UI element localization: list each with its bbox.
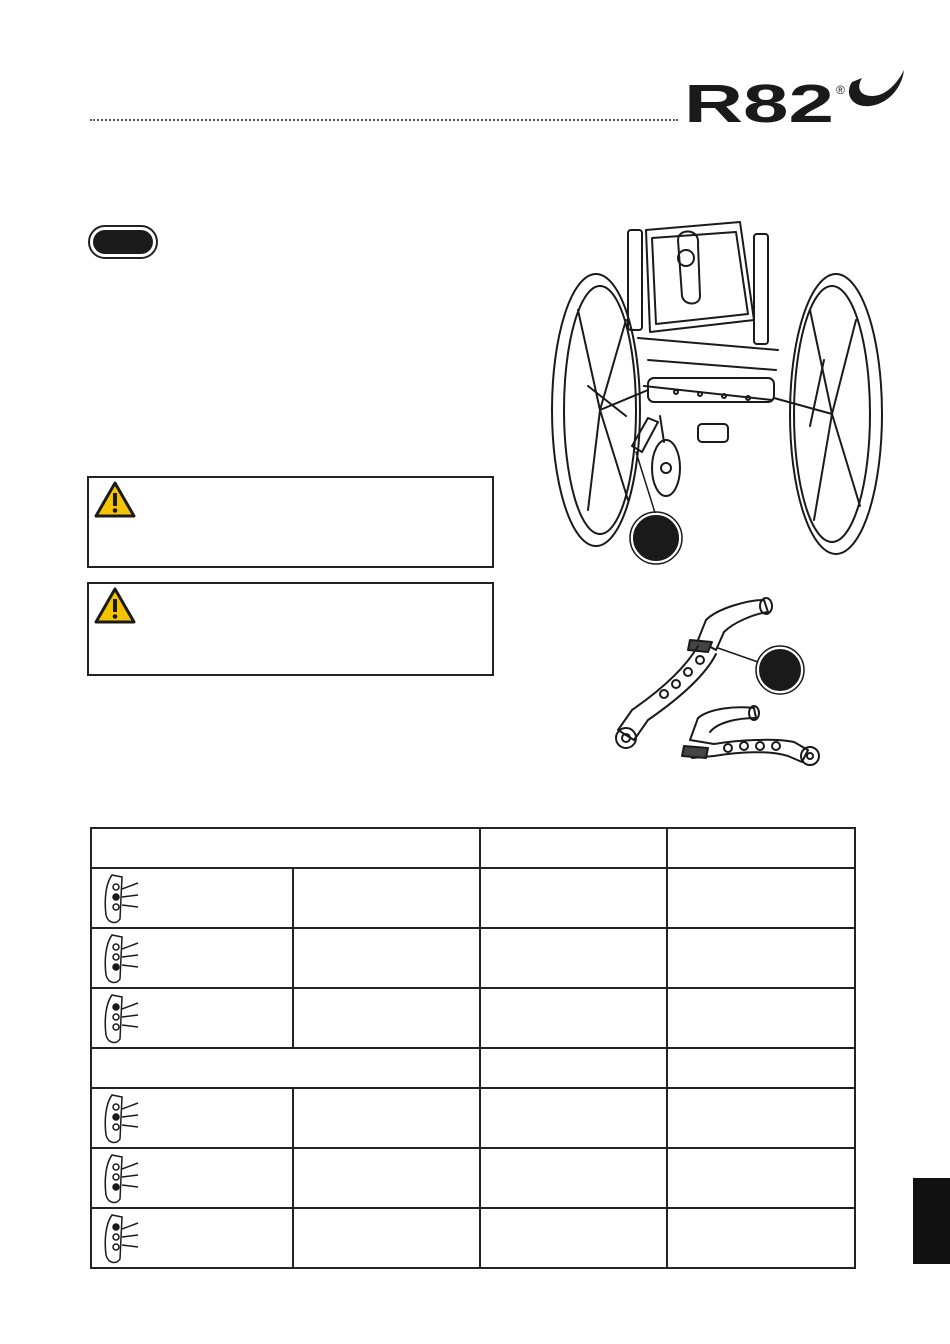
- table-header-cell: [667, 828, 855, 868]
- table-cell: [667, 988, 855, 1048]
- table-row: [91, 1088, 855, 1148]
- table-cell: [480, 988, 667, 1048]
- callout-marker: [632, 514, 680, 562]
- position-holes-icon: [98, 1149, 144, 1207]
- swoosh-icon: [849, 70, 904, 106]
- position-holes-icon: [98, 1089, 144, 1147]
- warning-box-1: [87, 476, 494, 568]
- logo-registered-mark: ®: [836, 83, 845, 97]
- section-pill-badge: [88, 225, 158, 259]
- table-cell: [480, 1148, 667, 1208]
- anti-tip-brace-detail: [588, 590, 828, 782]
- logo-wordmark: R82: [684, 74, 834, 130]
- table-header-cell: [480, 828, 667, 868]
- table-cell: [667, 928, 855, 988]
- table-row: [91, 868, 855, 928]
- table-row: [91, 1148, 855, 1208]
- table-icon-cell: [91, 928, 293, 988]
- chapter-thumb-tab: [913, 1178, 950, 1264]
- table-row: [91, 988, 855, 1048]
- position-holes-icon: [98, 989, 144, 1047]
- table-cell: [293, 928, 480, 988]
- header-dotted-rule: [90, 119, 678, 121]
- table-cell: [480, 868, 667, 928]
- table-group-header: [91, 828, 855, 868]
- table-cell: [667, 1208, 855, 1268]
- table-cell: [480, 928, 667, 988]
- table-icon-cell: [91, 988, 293, 1048]
- table-cell: [293, 1208, 480, 1268]
- position-holes-icon: [98, 1209, 144, 1267]
- table-cell: [480, 1088, 667, 1148]
- table-row: [91, 1208, 855, 1268]
- callout-marker: [758, 648, 802, 692]
- table-row: [91, 928, 855, 988]
- warning-box-2: [87, 582, 494, 676]
- table-cell: [667, 1088, 855, 1148]
- table-icon-cell: [91, 1148, 293, 1208]
- table-header-cell: [480, 1048, 667, 1088]
- r82-logo: [684, 64, 910, 130]
- table-header-cell: [667, 1048, 855, 1088]
- table-header-cell: [91, 1048, 480, 1088]
- table-cell: [293, 1088, 480, 1148]
- warning-triangle-icon: [93, 586, 137, 626]
- table-icon-cell: [91, 1208, 293, 1268]
- table-header-cell: [91, 828, 480, 868]
- table-cell: [293, 988, 480, 1048]
- warning-triangle-icon: [93, 480, 137, 520]
- table-group-header: [91, 1048, 855, 1088]
- position-holes-icon: [98, 869, 144, 927]
- table-cell: [293, 1148, 480, 1208]
- table-cell: [667, 868, 855, 928]
- table-cell: [480, 1208, 667, 1268]
- table-cell: [667, 1148, 855, 1208]
- table-icon-cell: [91, 868, 293, 928]
- table-icon-cell: [91, 1088, 293, 1148]
- position-holes-icon: [98, 929, 144, 987]
- wheelchair-rear-view: [548, 210, 888, 570]
- anti-tip-position-table: [90, 827, 856, 1269]
- table-cell: [293, 868, 480, 928]
